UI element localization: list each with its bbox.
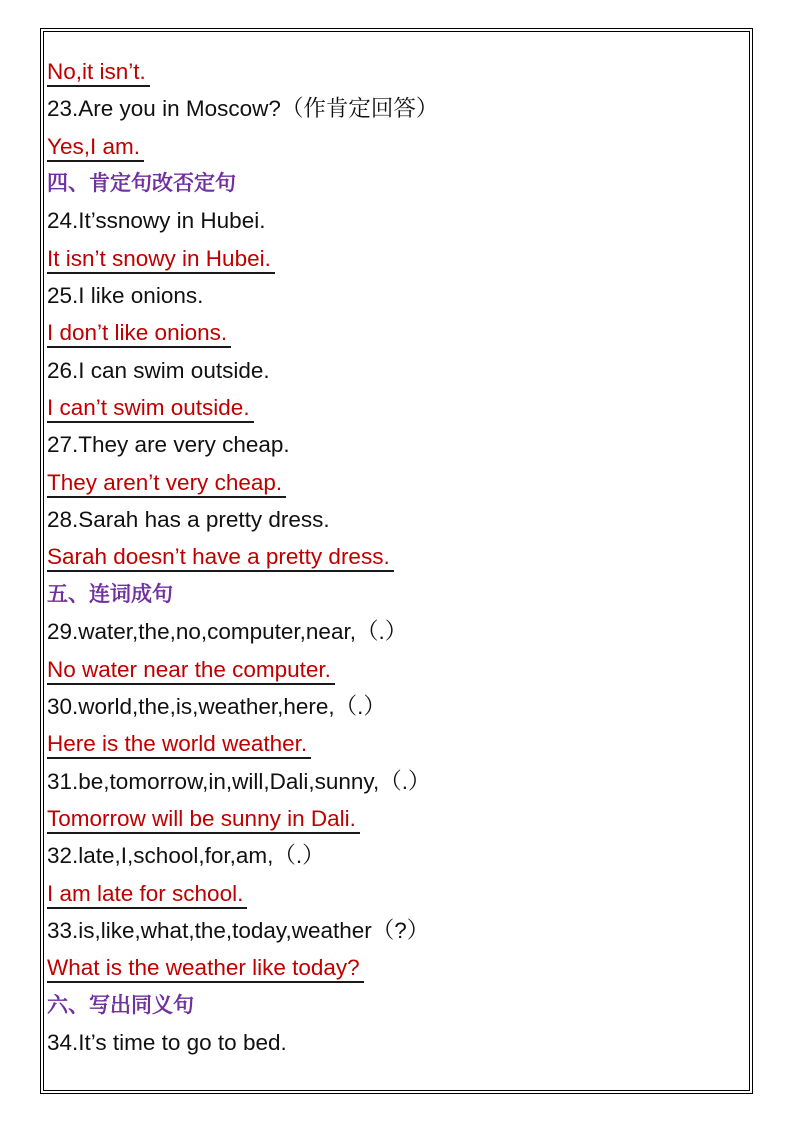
question-29: 29.water,the,no,computer,near,（.） bbox=[47, 619, 408, 645]
worksheet-content bbox=[47, 53, 737, 1061]
answer-line: Yes,I am. bbox=[47, 128, 737, 165]
question-33: 33.is,like,what,the,today,weather（?） bbox=[47, 917, 430, 943]
answer-line: I am late for school. bbox=[47, 875, 737, 912]
answer-line: No water near the computer. bbox=[47, 651, 737, 688]
question-34: 34.It’s time to go to bed. bbox=[47, 1029, 287, 1055]
question-25: 25.I like onions. bbox=[47, 283, 204, 309]
answer-line: Sarah doesn’t have a pretty dress. bbox=[47, 538, 737, 575]
answer-line: Tomorrow will be sunny in Dali. bbox=[47, 800, 737, 837]
question-30: 30.world,the,is,weather,here,（.） bbox=[47, 693, 386, 719]
answer-line: I don’t like onions. bbox=[47, 314, 737, 351]
answer-line: I can’t swim outside. bbox=[47, 389, 737, 426]
answer-line: No,it isn’t. bbox=[47, 53, 737, 90]
question-31: 31.be,tomorrow,in,will,Dali,sunny,（.） bbox=[47, 768, 431, 794]
question-27: 27.They are very cheap. bbox=[47, 432, 290, 458]
answer-line: They aren’t very cheap. bbox=[47, 464, 737, 501]
question-24: 24.It’ssnowy in Hubei. bbox=[47, 208, 266, 234]
answer-line: Here is the world weather. bbox=[47, 725, 737, 762]
section-heading-4: 四、肯定句改否定句 bbox=[47, 171, 236, 196]
answer-line: It isn’t snowy in Hubei. bbox=[47, 240, 737, 277]
question-26: 26.I can swim outside. bbox=[47, 357, 270, 383]
section-heading-5: 五、连词成句 bbox=[47, 581, 173, 606]
section-heading-6: 六、写出同义句 bbox=[47, 992, 194, 1017]
answer-line: What is the weather like today? bbox=[47, 949, 737, 986]
question-32: 32.late,I,school,for,am,（.） bbox=[47, 843, 325, 869]
question-23: 23.Are you in Moscow?（作肯定回答） bbox=[47, 96, 439, 122]
question-28: 28.Sarah has a pretty dress. bbox=[47, 507, 330, 533]
